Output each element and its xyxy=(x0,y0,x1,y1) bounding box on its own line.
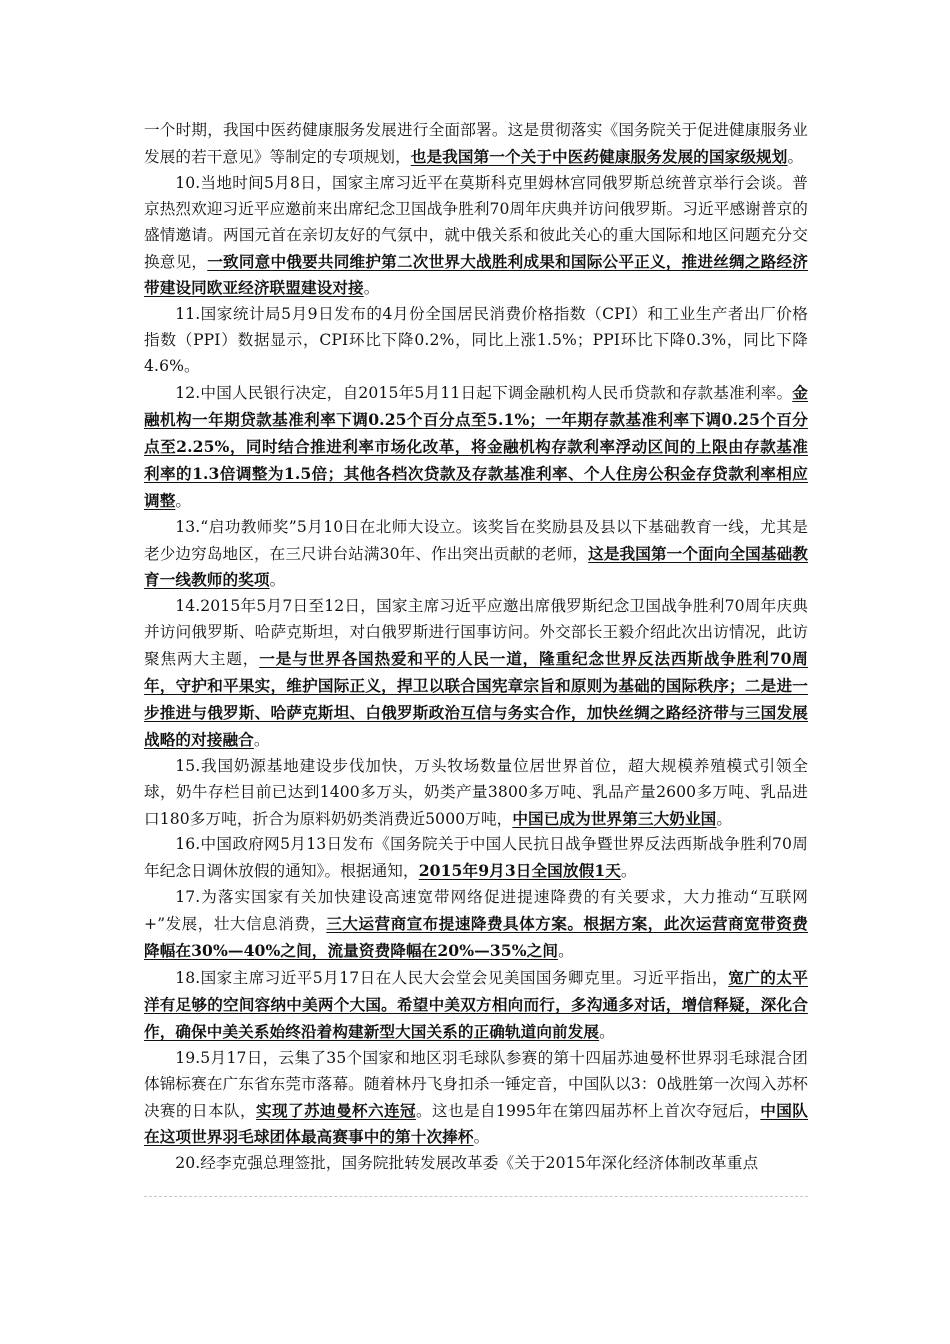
paragraph-text: 。 xyxy=(253,730,270,749)
paragraph-text: 。 xyxy=(620,862,637,881)
paragraph-text: 18.国家主席习近平5月17日在人民大会堂会见美国国务卿克里。习近平指出， xyxy=(175,969,729,987)
news-paragraph xyxy=(144,380,808,515)
paragraph-text: 19.5月17日，云集了35个国家和地区羽毛球队参赛的第十四届苏迪曼杯世界羽毛球混合团体锦标赛在广东省东莞市落幕。随着林丹飞身扣杀一锤定音，中国队以3：0战胜第一次闯入苏杯决赛的日本队， xyxy=(144,1048,808,1120)
paragraph-text: 。这也是自1995年在第四届苏杯上首次夺冠后， xyxy=(415,1101,761,1120)
paragraph-text: 15.我国奶源基地建设步伐加快，万头牧场数量位居世界首位，超大规模养殖模式引领全球，奶牛存栏目前已达到1400多万头，奶类产量3800多万吨、乳品产量2600多万吨、乳品进口180多万吨，折合为原料奶奶类消费近5000万吨， xyxy=(144,756,808,828)
news-paragraph xyxy=(144,754,808,833)
paragraph-text: 12.中国人民银行决定，自2015年5月11日起下调金融机构人民币贷款和存款基准利率。 xyxy=(175,384,793,403)
news-paragraph xyxy=(144,965,808,1046)
news-paragraph xyxy=(144,885,808,965)
key-point-text: 实现了苏迪曼杯六连冠 xyxy=(255,1100,416,1120)
paragraph-text: 。 xyxy=(269,571,286,590)
paragraph-text: 11.国家统计局5月9日发布的4月份全国居民消费价格指数（CPI）和工业生产者出厂价格指数（PPI）数据显示，CPI环比下降0.2%，同比上涨1.5%；PPI环比下降0.3%，同比下降4.6%。 xyxy=(144,305,808,376)
paragraph-text: 20.经李克强总理签批，国务院批转发展改革委《关于2015年深化经济体制改革重点 xyxy=(175,1154,759,1173)
key-point-text: 这是我国第一个面向全国基础教育一线教师的奖项 xyxy=(144,543,808,590)
key-point-text: 宽广的太平洋有足够的空间容纳中美两个大国。希望中美双方相向而行，多沟通多对话，增信释疑，深化合作，确保中美关系始终沿着构建新型大国关系的正确轨道向前发展 xyxy=(144,968,808,1041)
paragraph-text: 。 xyxy=(716,809,733,828)
paragraph-text: 16.中国政府网5月13日发布《国务院关于中国人民抗日战争暨世界反法西斯战争胜利70周年纪念日调休放假的通知》。根据通知， xyxy=(144,835,808,881)
key-point-text: 2015年9月3日全国放假1天 xyxy=(418,861,621,881)
paragraph-text: 。 xyxy=(363,279,380,298)
paragraph-text: 。 xyxy=(787,147,804,166)
news-paragraph xyxy=(144,832,808,885)
paragraph-text: 14.2015年5月7日至12日，国家主席习近平应邀出席俄罗斯纪念卫国战争胜利70周年庆典并访问俄罗斯、哈萨克斯坦，对白俄罗斯进行国事访问。外交部长王毅介绍此次出访情况，此访聚焦两大主题， xyxy=(144,597,808,669)
page-footer-divider xyxy=(144,1196,808,1197)
news-paragraph xyxy=(144,1046,808,1152)
key-point-text: 中国已成为世界第三大奶业国 xyxy=(512,808,717,828)
paragraph-text: 。 xyxy=(175,491,192,510)
key-point-text: 中国队在这项世界羽毛球团体最高赛事中的第十次捧杯 xyxy=(144,1100,808,1147)
paragraph-text: 一个时期，我国中医药健康服务发展进行全面部署。这是贯彻落实《国务院关于促进健康服务业发展的若干意见》等制定的专项规划， xyxy=(144,121,808,166)
paragraph-text: 。 xyxy=(473,1128,490,1147)
news-paragraph xyxy=(144,171,808,303)
paragraph-text: 。 xyxy=(558,942,574,961)
key-point-text: 一致同意中俄要共同维护第二次世界大战胜利成果和国际公平正义，推进丝绸之路经济带建设同欧亚经济联盟建设对接 xyxy=(144,251,808,298)
key-point-text: 一是与世界各国热爱和平的人民一道，隆重纪念世界反法西斯战争胜利70周年，守护和平果实，维护国际正义，捍卫以联合国宪章宗旨和原则为基础的国际秩序；二是进一步推进与俄罗斯、哈萨克斯坦、白俄罗斯政治互信与务实合作，加快丝绸之路经济带与三国发展战略的对接融合 xyxy=(144,649,808,749)
document-body xyxy=(144,118,808,1177)
news-paragraph xyxy=(144,515,808,595)
news-paragraph xyxy=(144,302,808,380)
news-paragraph xyxy=(144,594,808,753)
paragraph-text: 13.“启功教师奖”5月10日在北师大设立。该奖旨在奖励县及县以下基础教育一线，尤其是老少边穷岛地区，在三尺讲台站满30年、作出突出贡献的老师， xyxy=(144,517,808,563)
news-paragraph xyxy=(144,118,808,171)
key-point-text: 金融机构一年期贷款基准利率下调0.25个百分点至5.1%；一年期存款基准利率下调0.25个百分点至2.25%，同时结合推进利率市场化改革，将金融机构存款利率浮动区间的上限由存款基准利率的1.3倍调整为1.5倍；其他各档次贷款及存款基准利率、个人住房公积金存贷款利率相应调整 xyxy=(144,383,808,510)
news-paragraph xyxy=(144,1151,808,1177)
paragraph-text: 。 xyxy=(599,1022,615,1041)
paragraph-text: 10.当地时间5月8日，国家主席习近平在莫斯科克里姆林宫同俄罗斯总统普京举行会谈。普京热烈欢迎习近平应邀前来出席纪念卫国战争胜利70周年庆典并访问俄罗斯。习近平感谢普京的盛情邀请。两国元首在亲切友好的气氛中，就中俄关系和彼此关心的重大国际和地区问题充分交换意见， xyxy=(144,173,808,271)
key-point-text: 三大运营商宣布提速降费具体方案。根据方案，此次运营商宽带资费降幅在30%—40%之间，流量资费降幅在20%—35%之间 xyxy=(144,914,808,961)
paragraph-text: 17.为落实国家有关加快建设高速宽带网络促进提速降费的有关要求，大力推动“互联网+”发展，壮大信息消费， xyxy=(144,888,808,934)
key-point-text: 也是我国第一个关于中医药健康服务发展的国家级规划 xyxy=(410,146,788,166)
